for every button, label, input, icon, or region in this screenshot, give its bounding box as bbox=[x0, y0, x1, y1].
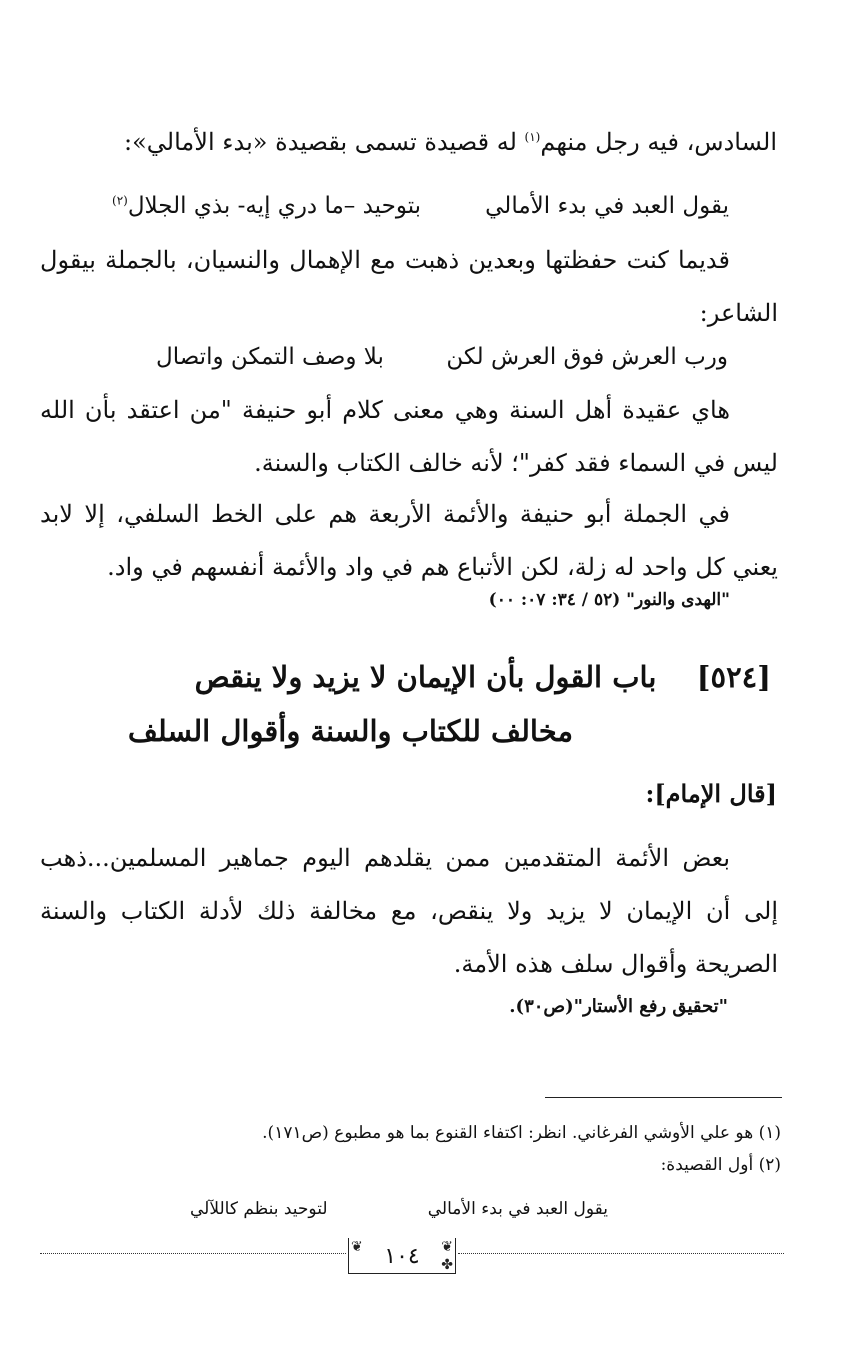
source-citation-2: "تحقيق رفع الأستار"(ص٣٠). bbox=[509, 996, 728, 1017]
intro-text: السادس، فيه رجل منهم bbox=[540, 128, 777, 156]
footnote-ref-2: (٢) bbox=[112, 193, 128, 208]
paragraph-1: قديما كنت حفظتها وبعدين ذهبت مع الإهمال والنسيان، بالجملة بيقول الشاعر: bbox=[40, 246, 778, 327]
page-number-frame bbox=[348, 1238, 456, 1274]
chapter-heading-line-2 bbox=[128, 714, 573, 748]
verse-1-second-hemistich bbox=[112, 193, 421, 219]
intro-line bbox=[124, 128, 777, 156]
chapter-heading-line-1 bbox=[195, 660, 771, 694]
footnote-ref-1: (١) bbox=[524, 130, 541, 144]
page-number: ١٠٤ bbox=[384, 1244, 420, 1269]
footer-dotted-line-left bbox=[40, 1253, 346, 1254]
chapter-number: [٥٢٤] bbox=[696, 660, 771, 694]
ornament-icon: ❦ bbox=[351, 1239, 363, 1255]
verse-2-first-hemistich bbox=[446, 344, 728, 370]
footnote-2: (٢) أول القصيدة: bbox=[660, 1155, 781, 1175]
footnote-1: (١) هو علي الأوشي الفرغاني. انظر: اكتفاء القنوع بما هو مطبوع (ص١٧١). bbox=[262, 1123, 781, 1143]
intro-text-rest: له قصيدة تسمى بقصيدة «بدء الأمالي»: bbox=[124, 128, 525, 156]
verse-2-right-text: ورب العرش فوق العرش لكن bbox=[446, 344, 728, 370]
chapter-title-line-1: باب القول بأن الإيمان لا يزيد ولا ينقص bbox=[194, 660, 657, 694]
paragraph-4: بعض الأئمة المتقدمين ممن يقلدهم اليوم جماهير المسلمين...ذهب إلى أن الإيمان لا يزيد ولا ينقص، مع مخالفة ذلك لأدلة الكتاب والسنة الصريحة وأقوال سلف هذه الأمة. bbox=[40, 844, 778, 978]
verse-1-left-text: بتوحيد –ما دري إيه- بذي الجلال bbox=[127, 193, 422, 219]
verse-1-first-hemistich bbox=[485, 193, 729, 219]
paragraph-3: في الجملة أبو حنيفة والأئمة الأربعة هم على الخط السلفي، إلا لابد يعني كل واحد له زلة، لكن الأتباع هم في واد والأئمة أنفسهم في واد. bbox=[40, 500, 778, 581]
footer-dotted-line-right bbox=[458, 1253, 784, 1254]
verse-2-second-hemistich bbox=[156, 344, 384, 370]
ornament-icon: ❦ bbox=[441, 1239, 453, 1255]
footnote-verse-second-hemistich: لتوحيد بنظم كاللآلي bbox=[190, 1199, 328, 1219]
verse-1-right-text: يقول العبد في بدء الأمالي bbox=[485, 193, 729, 219]
footnote-verse-first-hemistich: يقول العبد في بدء الأمالي bbox=[427, 1199, 608, 1219]
imam-label: [قال الإمام]: bbox=[645, 779, 777, 808]
verse-2-left-text: بلا وصف التمكن واتصال bbox=[156, 344, 384, 370]
footnote-separator bbox=[545, 1097, 782, 1098]
source-citation-1: "الهدى والنور" (٥٢ / ٣٤: ٠٧: ٠٠) bbox=[488, 590, 730, 610]
paragraph-2: هاي عقيدة أهل السنة وهي معنى كلام أبو حنيفة "من اعتقد بأن الله ليس في السماء فقد كفر"؛ لأنه خالف الكتاب والسنة. bbox=[40, 396, 778, 477]
chapter-title-line-2: مخالف للكتاب والسنة وأقوال السلف bbox=[127, 714, 573, 748]
ornament-icon: ✤ bbox=[441, 1257, 453, 1273]
